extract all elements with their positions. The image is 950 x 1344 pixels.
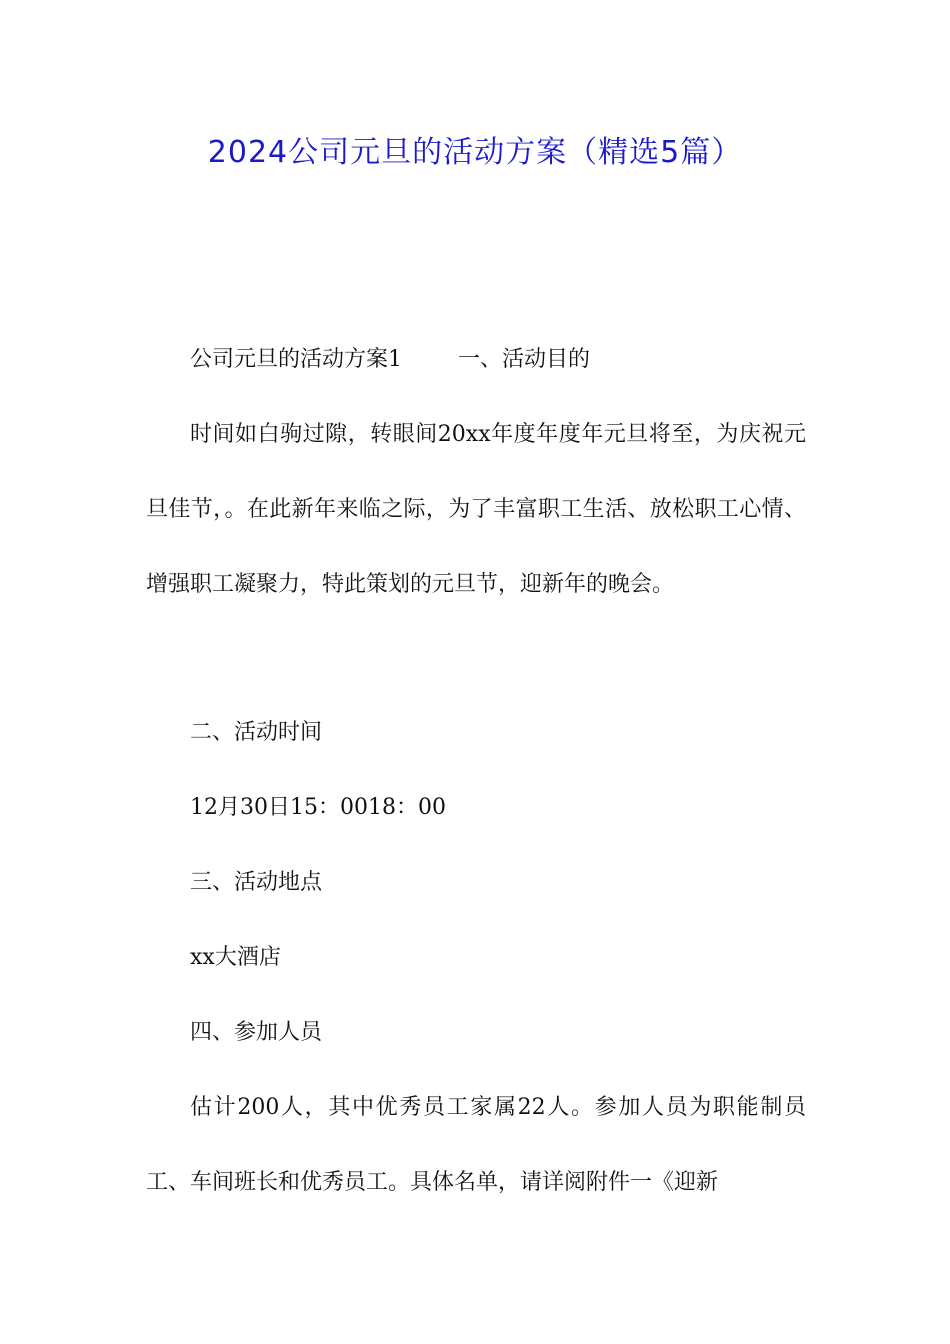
document-title: 2024公司元旦的活动方案（精选5篇） xyxy=(207,135,743,170)
heading-participants: 四、参加人员 xyxy=(190,1020,323,1045)
plan-title: 公司元旦的活动方案1 xyxy=(190,347,402,372)
paragraph-purpose: 时间如白驹过隙，转眼间20xx年度年度年元旦将至，为庆祝元旦佳节，。在此新年来临之际，为了丰富职工生活、放松职工心情、增强职工凝聚力，特此策划的元旦节，迎新年的晚会。 xyxy=(146,422,806,597)
heading-activity-location: 三、活动地点 xyxy=(190,870,323,895)
section-heading-plan-1 xyxy=(146,322,806,397)
paragraph-location: xx大酒店 xyxy=(190,945,281,970)
heading-activity-time: 二、活动时间 xyxy=(190,720,323,745)
heading-activity-purpose: 一、活动目的 xyxy=(458,347,591,372)
paragraph-time: 12月30日15：0018：00 xyxy=(190,795,446,820)
paragraph-participants: 估计200人，其中优秀员工家属22人。参加人员为职能制员工、车间班长和优秀员工。具体名单，请详阅附件一《迎新 xyxy=(146,1095,806,1195)
